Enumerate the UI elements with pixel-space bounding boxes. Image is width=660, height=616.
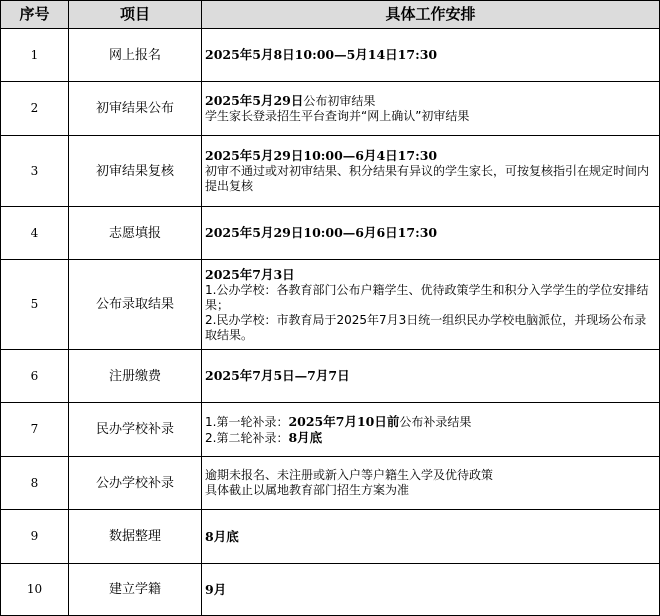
table-row: [1, 457, 660, 510]
row-plan: [202, 350, 660, 403]
header-plan: 具体工作安排: [202, 1, 660, 29]
plan-date-text: 2025年7月10日前: [288, 413, 400, 429]
plan-text: 2.民办学校：市教育局于2025年7月3日统一组织民办学校电脑派位，并现场公布录取结果。: [205, 312, 647, 342]
row-number: 4: [1, 207, 69, 260]
plan-line: [205, 468, 656, 483]
plan-date-text: 2025年5月29日10:00—6月4日17:30: [205, 148, 438, 163]
plan-text: 公布初审结果: [303, 94, 376, 108]
row-plan: [202, 457, 660, 510]
row-number: 3: [1, 136, 69, 207]
plan-line: [205, 283, 656, 313]
row-plan: [202, 260, 660, 350]
plan-line: [205, 430, 656, 446]
row-number: 6: [1, 350, 69, 403]
plan-line: [205, 225, 656, 241]
plan-date-text: 2025年7月5日—7月7日: [205, 368, 350, 383]
row-number: 5: [1, 260, 69, 350]
row-number: 2: [1, 82, 69, 136]
row-item: 志愿填报: [69, 207, 202, 260]
plan-date-text: 2025年5月29日: [205, 93, 304, 108]
row-item: 建立学籍: [69, 564, 202, 616]
row-plan: [202, 510, 660, 564]
plan-line: [205, 164, 656, 194]
row-item: 初审结果公布: [69, 82, 202, 136]
row-plan: [202, 82, 660, 136]
row-item: 数据整理: [69, 510, 202, 564]
plan-text: 1.公办学校：各教育部门公布户籍学生、优待政策学生和积分入学学生的学位安排结果；: [205, 282, 649, 312]
plan-line: [205, 148, 656, 164]
header-number: 序号: [1, 1, 69, 29]
plan-text: 逾期未报名、未注册或新入户等户籍生入学及优待政策: [205, 468, 494, 482]
header-row: [1, 1, 660, 29]
table-row: [1, 136, 660, 207]
row-item: 初审结果复核: [69, 136, 202, 207]
row-number: 7: [1, 403, 69, 457]
plan-line: [205, 93, 656, 109]
row-number: 10: [1, 564, 69, 616]
plan-line: [205, 313, 656, 343]
row-plan: [202, 403, 660, 457]
table-row: [1, 29, 660, 82]
plan-date-text: 2025年5月29日10:00—6月6日17:30: [205, 225, 438, 240]
plan-date-text: 2025年5月8日10:00—5月14日17:30: [205, 47, 438, 62]
plan-date-text: 9月: [205, 581, 227, 597]
plan-text: 2.第二轮补录：: [205, 430, 289, 445]
table-row: [1, 207, 660, 260]
plan-date-text: 8月底: [205, 528, 239, 544]
plan-line: [205, 414, 656, 430]
plan-line: [205, 529, 656, 545]
row-item: 公办学校补录: [69, 457, 202, 510]
row-plan: [202, 207, 660, 260]
plan-text: 1.第一轮补录：: [205, 414, 289, 429]
row-item: 公布录取结果: [69, 260, 202, 350]
table-row: [1, 510, 660, 564]
table-row: [1, 260, 660, 350]
row-plan: [202, 136, 660, 207]
plan-line: [205, 582, 656, 598]
table-row: [1, 564, 660, 616]
row-number: 9: [1, 510, 69, 564]
row-plan: [202, 564, 660, 616]
table-row: [1, 350, 660, 403]
plan-line: [205, 109, 656, 124]
row-item: 网上报名: [69, 29, 202, 82]
header-item: 项目: [69, 1, 202, 29]
plan-text: 公布补录结果: [399, 414, 472, 429]
table-row: [1, 403, 660, 457]
plan-text: 初审不通过或对初审结果、积分结果有异议的学生家长，可按复核指引在规定时间内提出复核: [205, 164, 650, 193]
plan-date-text: 8月底: [288, 429, 323, 445]
plan-line: [205, 47, 656, 63]
plan-line: [205, 368, 656, 384]
row-plan: [202, 29, 660, 82]
plan-text: 具体截止以属地教育部门招生方案为准: [205, 483, 410, 497]
plan-text: 学生家长登录招生平台查询并“网上确认”初审结果: [205, 109, 470, 123]
plan-line: [205, 267, 656, 283]
plan-date-text: 2025年7月3日: [205, 266, 295, 282]
row-number: 1: [1, 29, 69, 82]
row-item: 注册缴费: [69, 350, 202, 403]
row-item: 民办学校补录: [69, 403, 202, 457]
row-number: 8: [1, 457, 69, 510]
plan-line: [205, 483, 656, 498]
table-row: [1, 82, 660, 136]
